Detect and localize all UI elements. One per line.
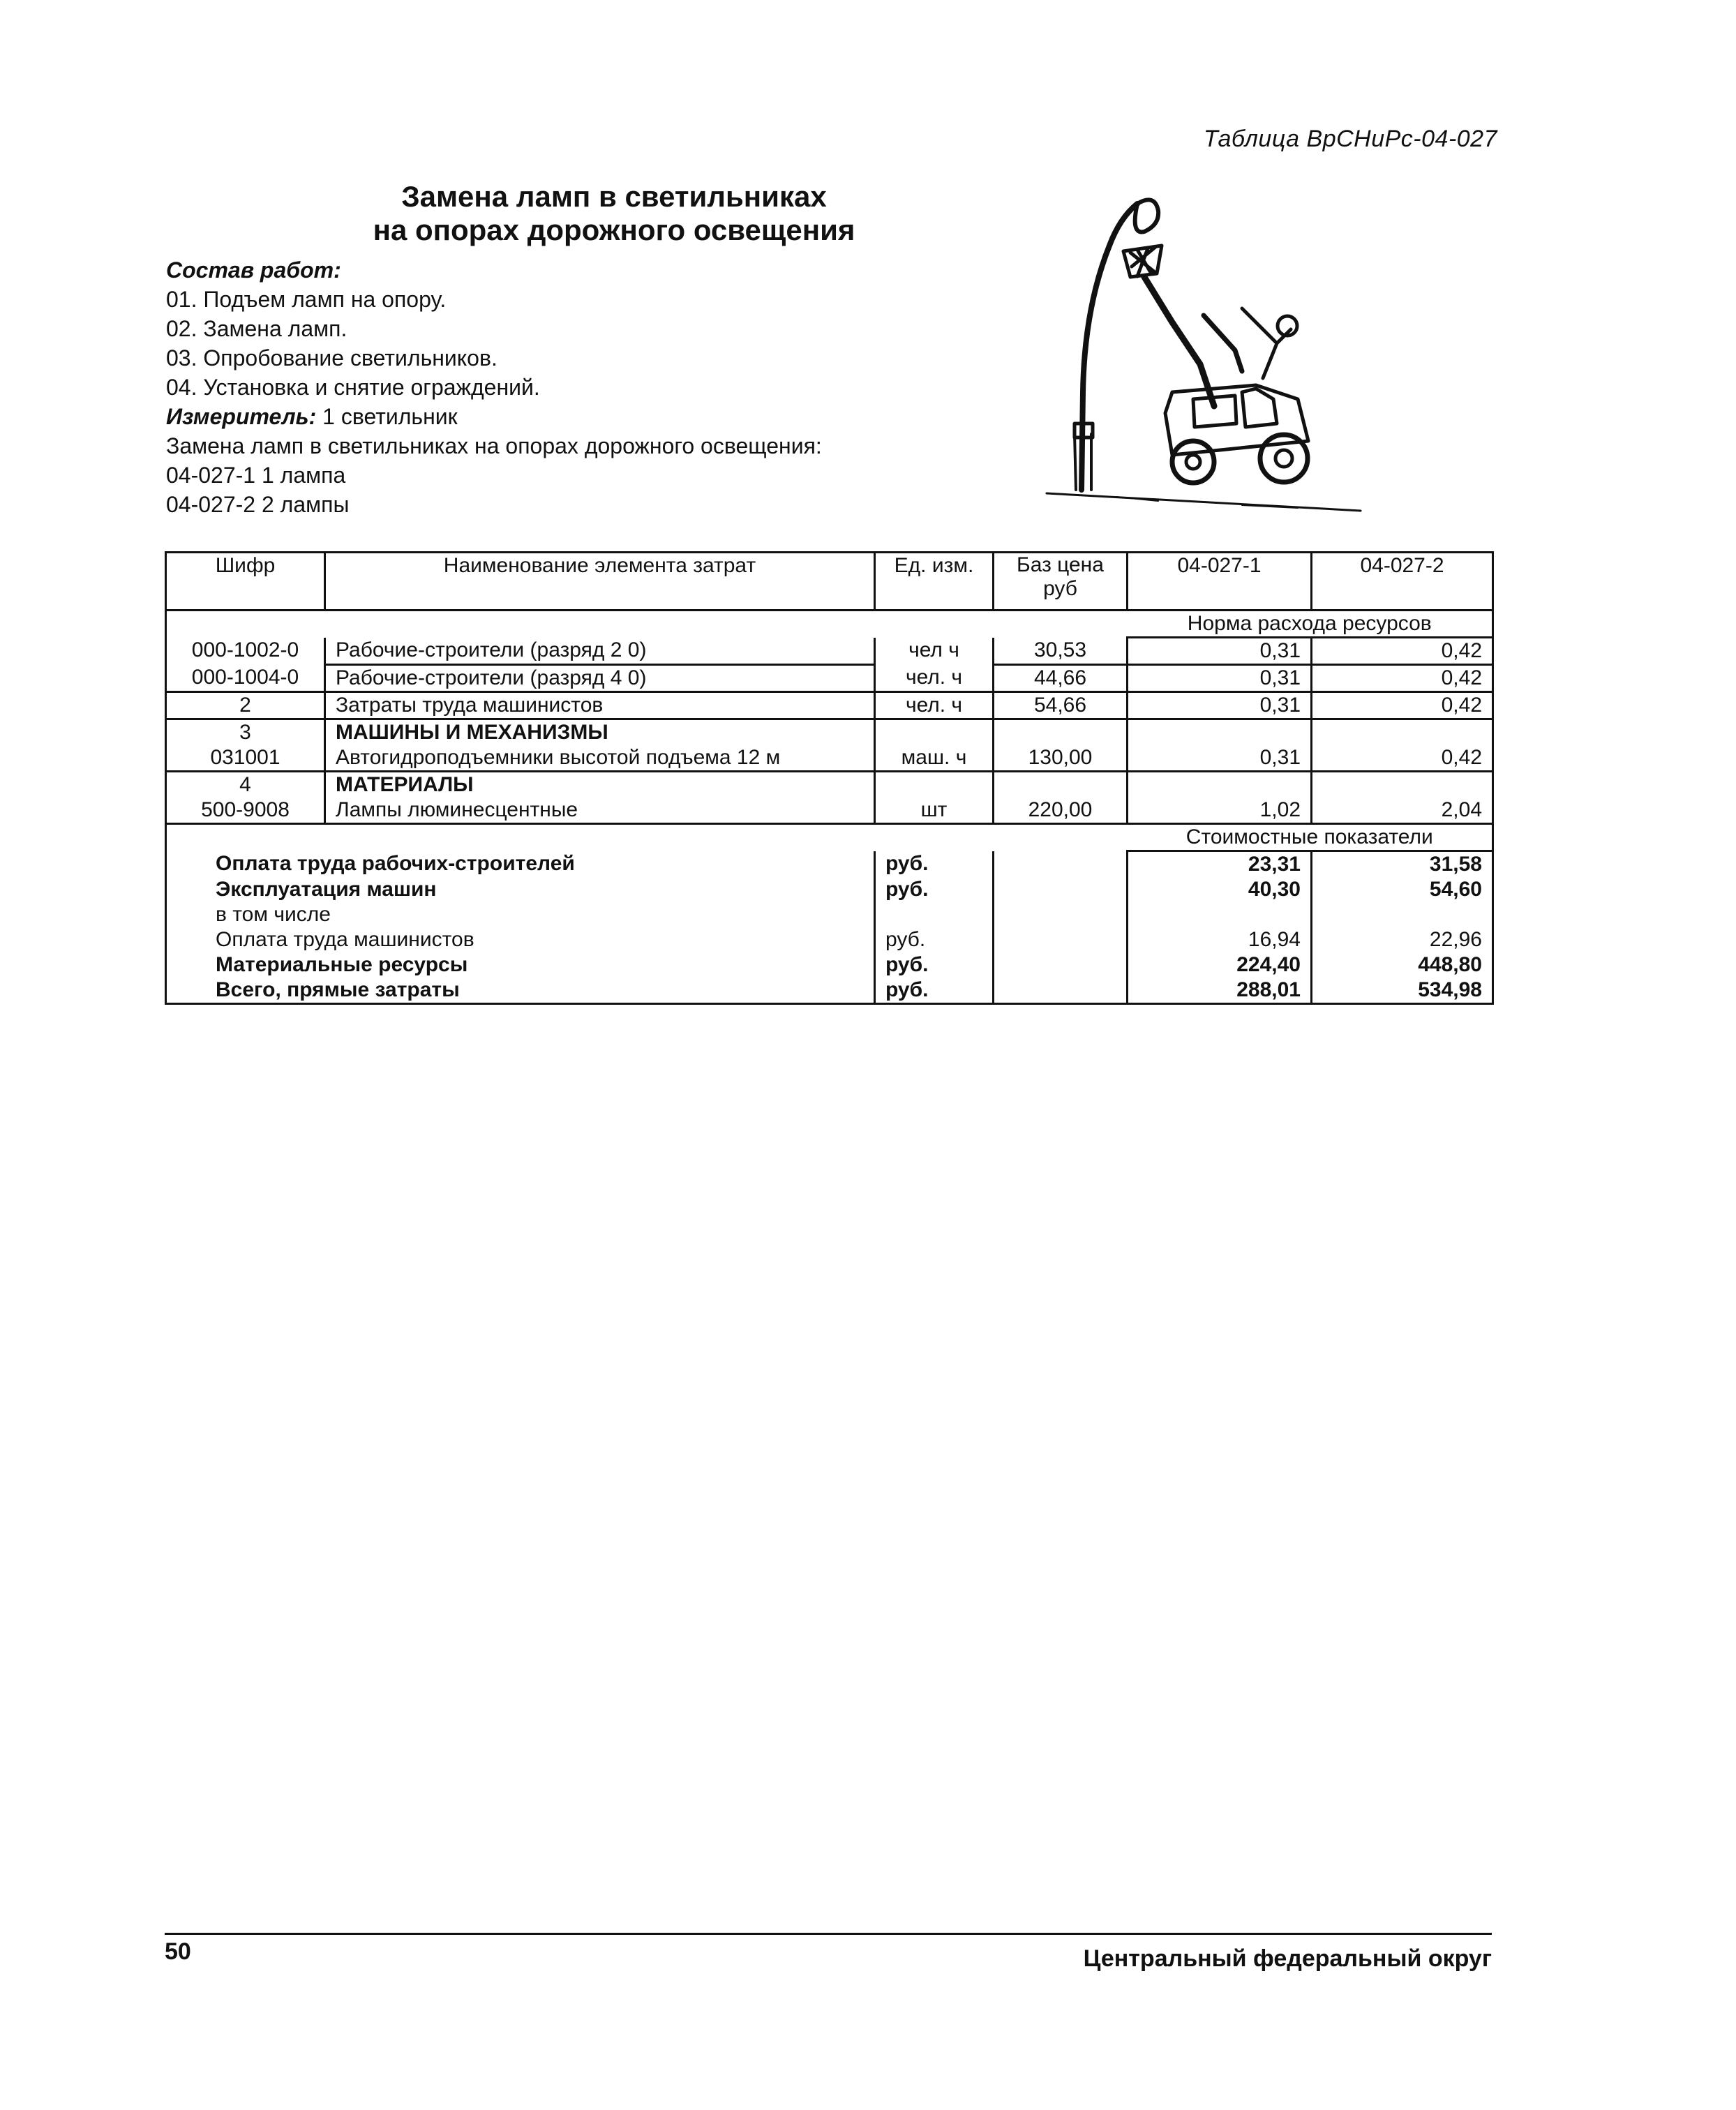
row-name (325, 772, 875, 824)
item-name: Автогидроподъемники высотой подъема 12 м (336, 746, 781, 769)
group-name: МАШИНЫ И МЕХАНИЗМЫ (336, 721, 608, 744)
title-line-1: Замена ламп в светильниках (401, 180, 827, 213)
meter-line (166, 402, 975, 431)
row-unit: чел ч (875, 638, 994, 665)
work-desc: Замена ламп в светильниках на опорах дорожного освещения: (166, 433, 822, 458)
footer-divider (165, 1933, 1492, 1935)
meter-label: Измеритель: (166, 404, 317, 429)
cost-name: Всего, прямые затраты (166, 978, 875, 1004)
title-line-2: на опорах дорожного освещения (373, 214, 855, 246)
cost-row (166, 927, 1493, 952)
cost-unit: руб. (875, 877, 994, 902)
work-item: 04. Установка и снятие ограждений. (166, 375, 540, 400)
cost-row (166, 851, 1493, 878)
row-value-1: 0,31 (1128, 638, 1312, 665)
table-row (166, 665, 1493, 692)
cost-value-2: 54,60 (1312, 877, 1493, 902)
cost-value-2: 534,98 (1312, 978, 1493, 1004)
section-costs: Стоимостные показатели (1128, 824, 1493, 851)
resources-table (165, 551, 1494, 1005)
section-norms-row (166, 611, 1493, 638)
row-unit: чел. ч (875, 692, 994, 719)
cost-unit: руб. (875, 851, 994, 878)
cost-value-1: 40,30 (1128, 877, 1312, 902)
variant: 04-027-1 1 лампа (166, 463, 346, 488)
table-row (166, 638, 1493, 665)
table-row (166, 772, 1493, 824)
cost-row (166, 952, 1493, 978)
row-code (166, 719, 325, 772)
row-price: 220,00 (994, 772, 1128, 824)
cost-unit (875, 902, 994, 927)
row-name: Рабочие-строители (разряд 4 0) (325, 665, 875, 692)
header-code: Шифр (166, 553, 325, 611)
row-code (166, 772, 325, 824)
cost-name: Эксплуатация машин (166, 877, 875, 902)
cost-name: Оплата труда машинистов (166, 927, 875, 952)
table-row (166, 692, 1493, 719)
cost-unit: руб. (875, 952, 994, 978)
cost-unit: руб. (875, 978, 994, 1004)
cost-value-2: 448,80 (1312, 952, 1493, 978)
table-header-row (166, 553, 1493, 611)
group-code: 3 (239, 721, 251, 744)
meter-value: 1 светильник (316, 404, 458, 429)
item-code: 031001 (210, 746, 280, 769)
cost-row (166, 877, 1493, 902)
lift-truck-streetlight-illustration (1033, 183, 1368, 518)
row-price: 130,00 (994, 719, 1128, 772)
item-name: Лампы люминесцентные (336, 798, 578, 821)
item-code: 500-9008 (201, 798, 290, 821)
cost-row (166, 978, 1493, 1004)
page-number: 50 (165, 1938, 191, 1965)
row-value-1: 0,31 (1128, 665, 1312, 692)
table-row (166, 719, 1493, 772)
header-price: Баз цена руб (994, 553, 1128, 611)
header-col1: 04-027-1 (1128, 553, 1312, 611)
row-unit: чел. ч (875, 665, 994, 692)
header-unit: Ед. изм. (875, 553, 994, 611)
row-price: 44,66 (994, 665, 1128, 692)
cost-row (166, 902, 1493, 927)
cost-value-1: 288,01 (1128, 978, 1312, 1004)
row-name: Затраты труда машинистов (325, 692, 875, 719)
row-value-1: 0,31 (1128, 692, 1312, 719)
row-value-2: 0,42 (1312, 665, 1493, 692)
row-code: 000-1004-0 (166, 665, 325, 692)
section-costs-row (166, 824, 1493, 851)
row-code: 000-1002-0 (166, 638, 325, 665)
row-value-2: 0,42 (1312, 638, 1493, 665)
cost-value-1: 16,94 (1128, 927, 1312, 952)
row-value-2: 0,42 (1312, 692, 1493, 719)
header-col2: 04-027-2 (1312, 553, 1493, 611)
cost-value-1: 23,31 (1128, 851, 1312, 878)
work-item: 02. Замена ламп. (166, 316, 347, 341)
row-unit: маш. ч (875, 719, 994, 772)
table-code: Таблица ВрСНиРс-04-027 (1203, 126, 1497, 152)
cost-name: Материальные ресурсы (166, 952, 875, 978)
cost-value-2: 22,96 (1312, 927, 1493, 952)
work-item: 03. Опробование светильников. (166, 345, 497, 371)
row-value-1: 0,31 (1128, 719, 1312, 772)
cost-value-1: 224,40 (1128, 952, 1312, 978)
footer-district: Центральный федеральный округ (1083, 1945, 1492, 1972)
row-price: 54,66 (994, 692, 1128, 719)
row-unit: шт (875, 772, 994, 824)
row-name (325, 719, 875, 772)
row-name: Рабочие-строители (разряд 2 0) (325, 638, 875, 665)
row-value-2: 2,04 (1312, 772, 1493, 824)
variant: 04-027-2 2 лампы (166, 492, 350, 517)
work-label: Состав работ: (166, 257, 341, 283)
cost-value-2 (1312, 902, 1493, 927)
cost-name: Оплата труда рабочих-строителей (166, 851, 875, 878)
row-price: 30,53 (994, 638, 1128, 665)
section-norms: Норма расхода ресурсов (1128, 611, 1493, 638)
row-code: 2 (166, 692, 325, 719)
row-value-2: 0,42 (1312, 719, 1493, 772)
work-description (166, 255, 975, 519)
work-item: 01. Подъем ламп на опору. (166, 287, 447, 312)
page-title (335, 180, 893, 247)
group-code: 4 (239, 773, 251, 796)
cost-value-1 (1128, 902, 1312, 927)
cost-value-2: 31,58 (1312, 851, 1493, 878)
group-name: МАТЕРИАЛЫ (336, 773, 474, 796)
cost-unit: руб. (875, 927, 994, 952)
row-value-1: 1,02 (1128, 772, 1312, 824)
cost-name: в том числе (166, 902, 875, 927)
header-name: Наименование элемента затрат (325, 553, 875, 611)
